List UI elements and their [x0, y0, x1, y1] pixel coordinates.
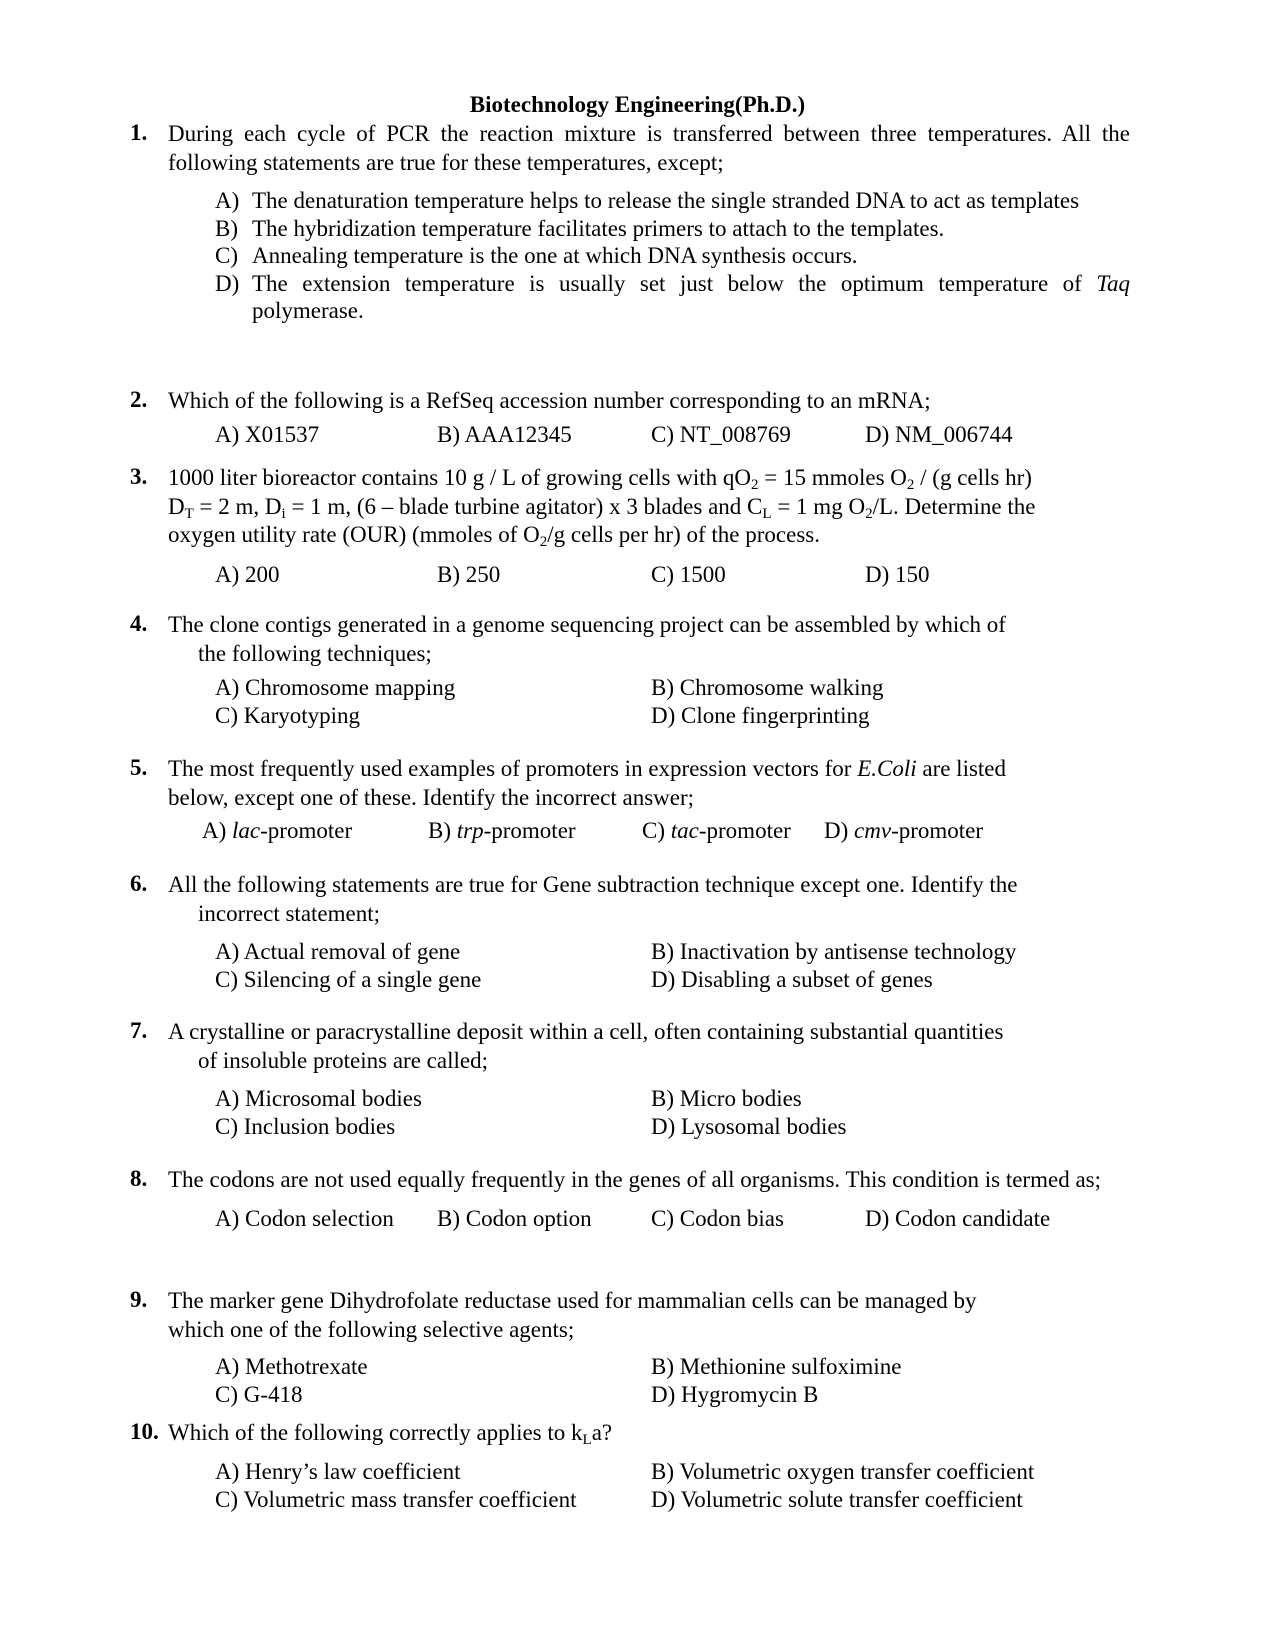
option-b: B) Volumetric oxygen transfer coefficient [651, 1458, 1035, 1484]
question-stem: The codons are not used equally frequently in the genes of all organisms. This condition is termed as; [168, 1167, 1101, 1192]
option-d: D) Disabling a subset of genes [651, 967, 933, 992]
options [215, 187, 1130, 325]
option-d: D) The extension temperature is usually set just below the optimum temperature of Taq polymerase. [215, 270, 1130, 323]
option-a: A) Actual removal of gene [215, 939, 461, 964]
option-a: A) Henry’s law coefficient [215, 1458, 461, 1484]
option-b: B) Inactivation by antisense technology [651, 939, 1017, 964]
question-number: 9. [130, 1287, 148, 1312]
question-10 [130, 1419, 1130, 1514]
question-number: 4. [130, 611, 148, 636]
options [215, 420, 1130, 449]
option-a: A) Methotrexate [215, 1354, 368, 1379]
option-d: D) Clone fingerprinting [651, 703, 870, 728]
option-c: C) NT_008769 [651, 421, 791, 447]
question-5 [130, 755, 1130, 845]
question-3 [130, 464, 1130, 589]
option-a: A) Chromosome mapping [215, 675, 456, 700]
options [215, 1353, 1130, 1409]
page-title: Biotechnology Engineering(Ph.D.) [469, 92, 806, 117]
question-number: 10. [130, 1419, 159, 1444]
question-7 [130, 1018, 1130, 1141]
question-number: 5. [130, 755, 148, 780]
question-number: 6. [130, 871, 148, 896]
option-a: A) Codon selection [215, 1205, 394, 1231]
option-b: B) Chromosome walking [651, 675, 884, 700]
question-8 [130, 1166, 1130, 1233]
question-stem: Which of the following correctly applies to $k_La$? [168, 1420, 613, 1448]
options [215, 1085, 1130, 1141]
option-b: B) trp-promoter [428, 818, 576, 843]
option-d: D) Codon candidate [865, 1205, 1051, 1231]
option-a: A) 200 [215, 561, 280, 587]
option-d: D) cmv-promoter [824, 818, 984, 843]
option-b: B) The hybridization temperature facilitates primers to attach to the templates. [215, 215, 945, 241]
question-number: 7. [130, 1018, 148, 1043]
option-d: D) 150 [865, 561, 930, 587]
option-d: D) NM_006744 [865, 421, 1013, 447]
option-a: A) The denaturation temperature helps to release the single stranded DNA to act as templates [215, 188, 1080, 213]
option-a: A) lac-promoter [202, 818, 353, 843]
option-c: C) Inclusion bodies [215, 1114, 396, 1139]
question-stem: The marker gene Dihydrofolate reductase used for mammalian cells can be managed by which one of the following selective agents; [168, 1288, 977, 1342]
question-stem: The most frequently used examples of promoters in expression vectors for E.Coli are listed below, except one of these. Identify the incorrect answer; [168, 756, 1007, 810]
option-c: C) Volumetric mass transfer coefficient [215, 1486, 577, 1512]
question-number: 8. [130, 1166, 148, 1191]
option-b: B) AAA12345 [437, 421, 572, 447]
option-b: B) Methionine sulfoximine [651, 1354, 902, 1379]
options [215, 1458, 1130, 1514]
question-number: 1. [130, 120, 148, 145]
option-b: B) Micro bodies [651, 1086, 802, 1111]
option-c: C) G-418 [215, 1382, 303, 1407]
question-number: 3. [130, 464, 148, 489]
question-2 [130, 387, 1130, 449]
option-c: C) 1500 [651, 561, 726, 587]
option-c: C) Karyotyping [215, 703, 361, 728]
option-c: C) Annealing temperature is the one at which DNA synthesis occurs. [215, 243, 858, 268]
question-number: 2. [130, 387, 148, 412]
question-9 [130, 1287, 1130, 1409]
option-b: B) 250 [437, 561, 501, 587]
option-c: C) tac-promoter [642, 818, 791, 843]
question-4 [130, 611, 1130, 730]
question-stem: All the following statements are true for Gene subtraction technique except one. Identify the incorrect statement; [168, 872, 1018, 926]
options [215, 674, 1130, 730]
question-stem: During each cycle of PCR the reaction mixture is transferred between three temperatures. All the following statements are true for these temperatures, except; [168, 121, 1130, 175]
options [215, 560, 1130, 589]
question-stem: A crystalline or paracrystalline deposit within a cell, often containing substantial quantities of insoluble proteins are called; [168, 1019, 1004, 1073]
question-stem: Which of the following is a RefSeq accession number corresponding to an mRNA; [168, 388, 931, 413]
question-6 [130, 871, 1130, 994]
options [215, 938, 1130, 994]
question-1 [130, 120, 1130, 325]
options [215, 1204, 1130, 1233]
option-c: C) Silencing of a single gene [215, 967, 482, 992]
question-stem: 1000 liter bioreactor contains 10 g / L of growing cells with $qO_2 = 15$ mmoles $O_2 / (g$ cells hr) $D_T = 2$ m, $D_i = 1$ m, (6 – blade turbine agitator) x 3 blades and $C_L = 1$ mg $O_2/L$. Determine the oxygen utility rate (OUR) (mmoles of $O_2/g$ cells per hr) of the process. [168, 465, 1036, 550]
option-b: B) Codon option [437, 1205, 592, 1231]
options [202, 816, 1130, 845]
option-d: D) Lysosomal bodies [651, 1114, 847, 1139]
option-d: D) Volumetric solute transfer coefficient [651, 1486, 1023, 1512]
option-a: A) Microsomal bodies [215, 1086, 422, 1111]
question-stem: The clone contigs generated in a genome sequencing project can be assembled by which of the following techniques; [168, 612, 1006, 666]
option-c: C) Codon bias [651, 1205, 784, 1231]
option-d: D) Hygromycin B [651, 1382, 819, 1407]
option-a: A) X01537 [215, 421, 320, 447]
